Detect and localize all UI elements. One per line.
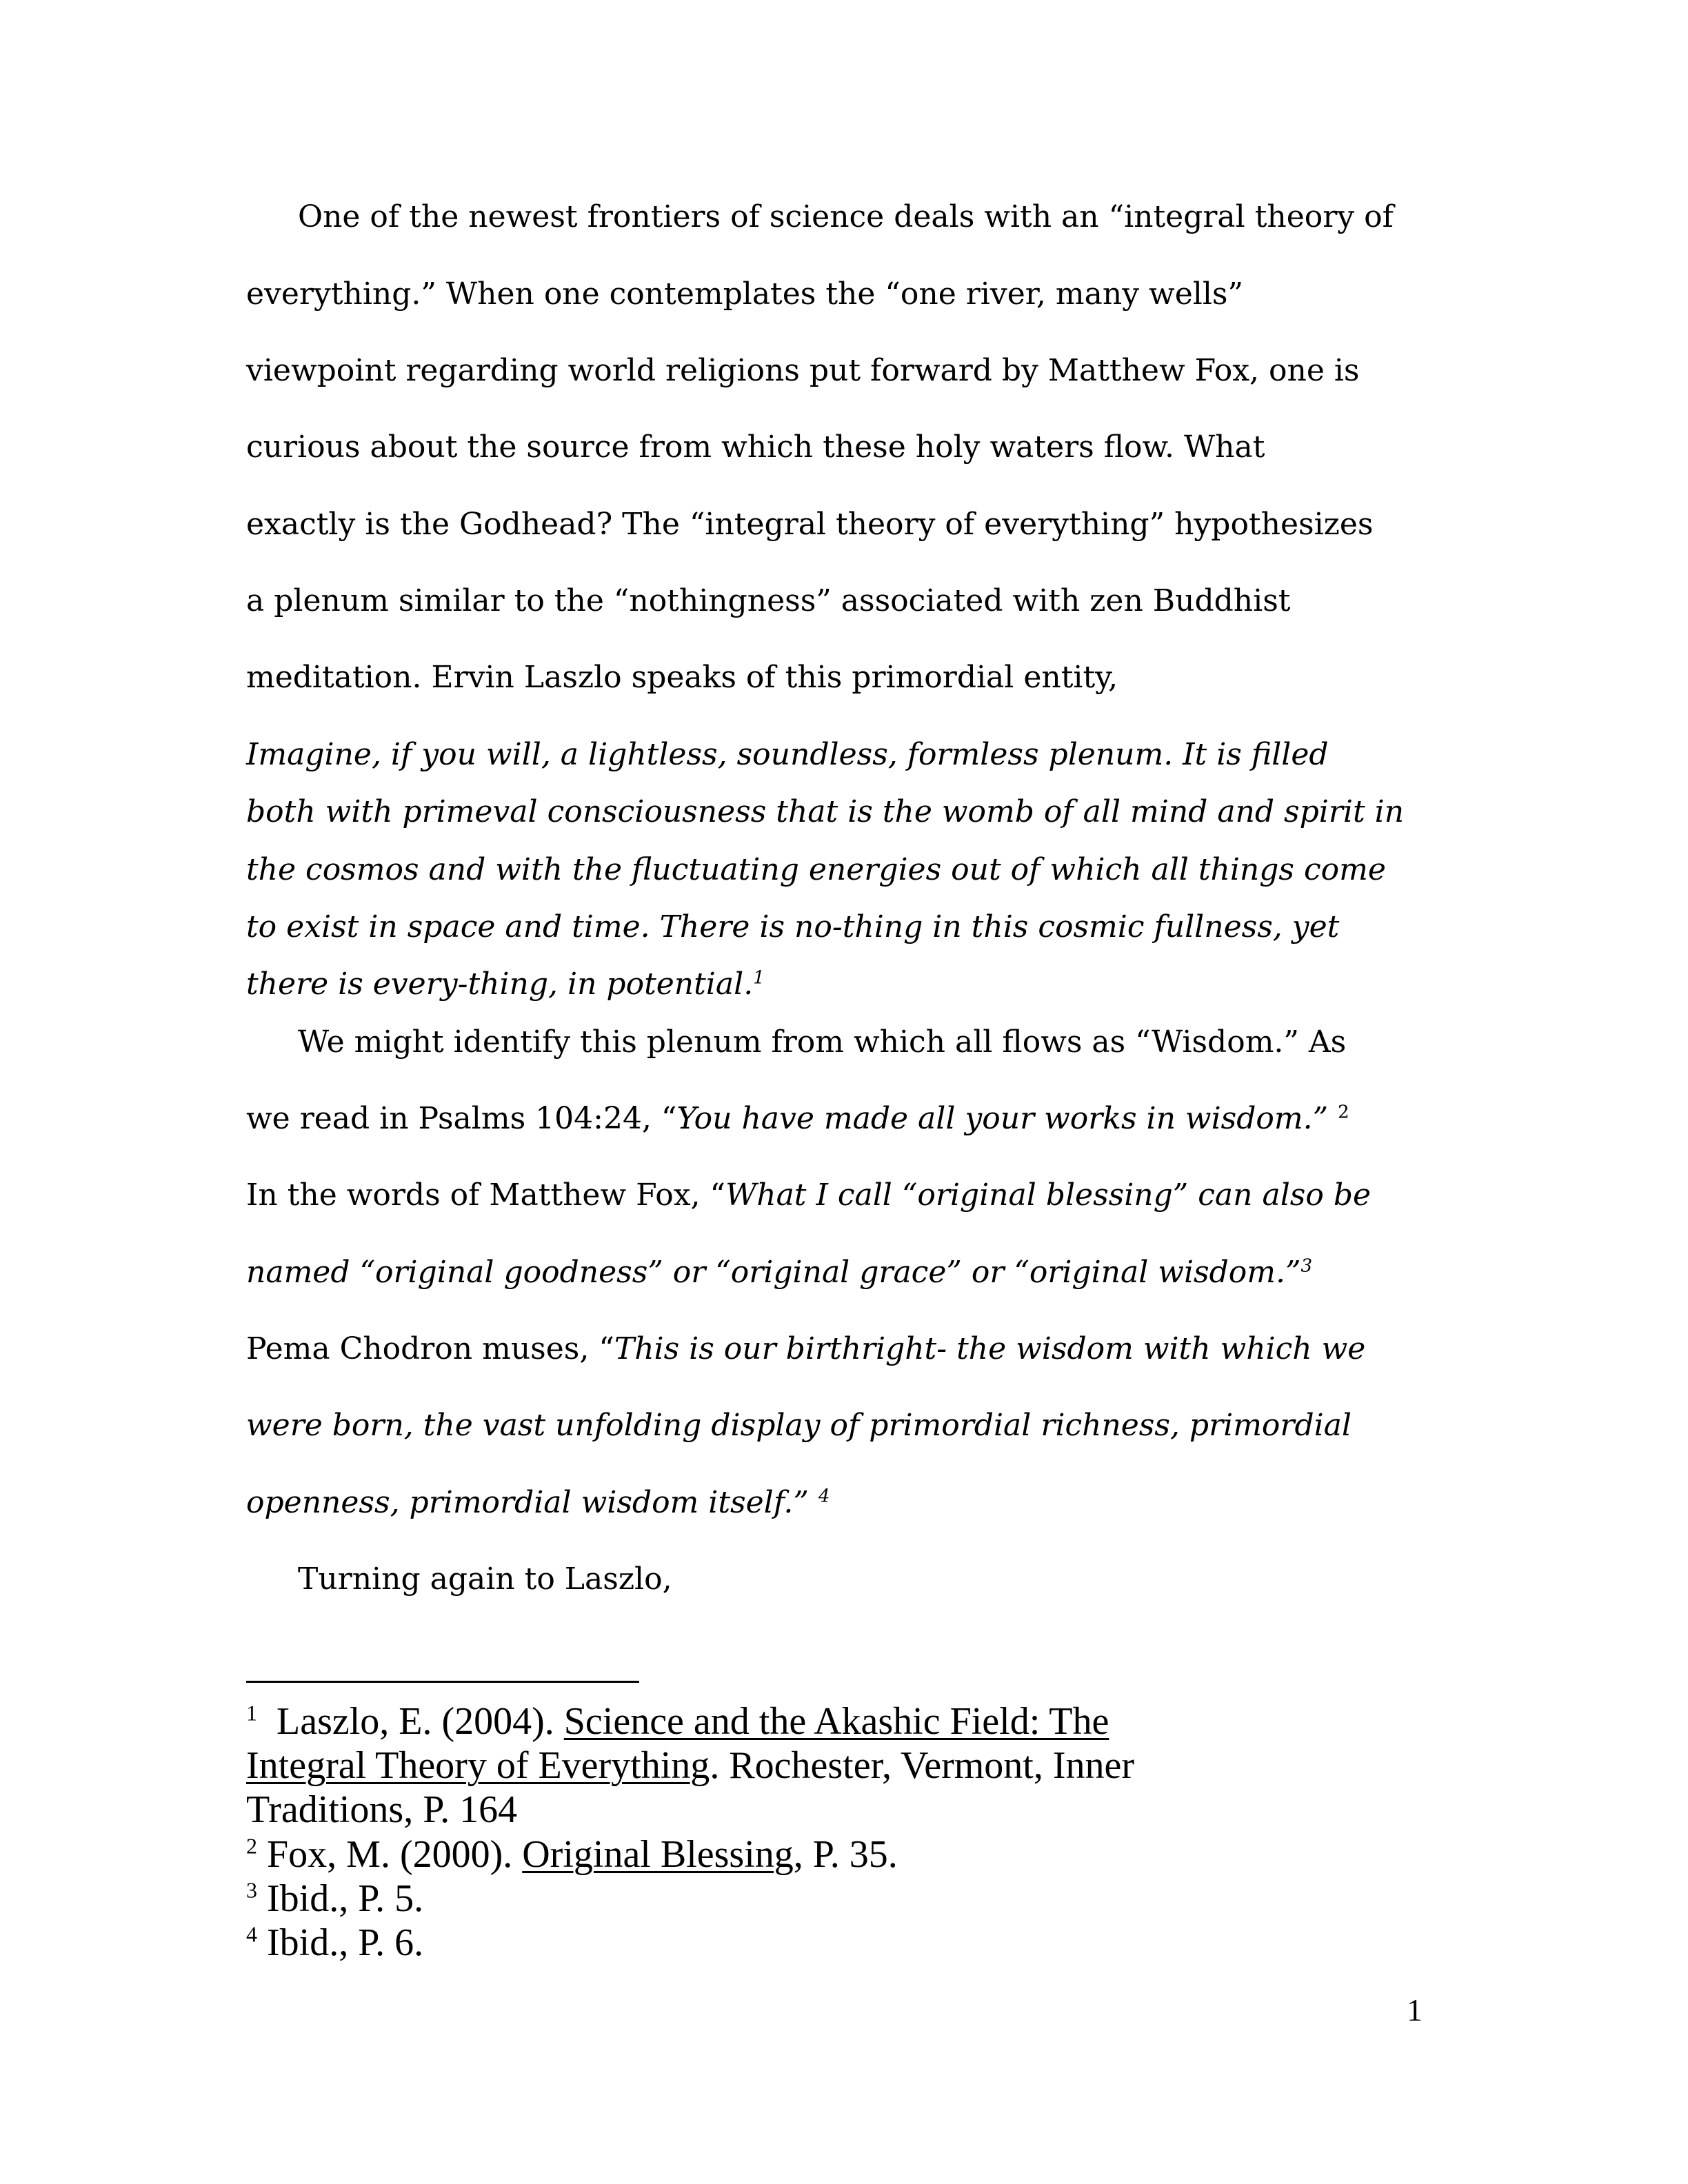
footnote-book-title: Integral Theory of Everything [246, 1744, 710, 1787]
paragraph-line [246, 1176, 1371, 1215]
block-quote-line: the cosmos and with the fluctuating energies out of which all things come [246, 852, 1386, 887]
quote-span: named “original goodness” or “original grace” or “original wisdom.” [246, 1255, 1301, 1290]
footnote-1 [246, 1699, 1109, 1743]
paragraph-line [246, 1100, 1349, 1138]
paragraph-line: were born, the vast unfolding display of primordial richness, primordial [246, 1408, 1352, 1443]
footnote-1-cont [246, 1743, 1134, 1788]
text-span: we read in Psalms 104:24, “ [246, 1101, 677, 1136]
paragraph-line: We might identify this plenum from which all flows as “Wisdom.” As [298, 1024, 1347, 1060]
paragraph-line [246, 1484, 830, 1522]
footnote-ref: 4 [818, 1486, 830, 1507]
quote-span: openness, primordial wisdom itself.” [246, 1485, 809, 1520]
paragraph-line: meditation. Ervin Laszlo speaks of this primordial entity, [246, 660, 1118, 695]
footnote-text: Ibid., P. 5. [267, 1877, 424, 1920]
text-span: Pema Chodron muses, “ [246, 1331, 614, 1366]
footnote-number: 1 [246, 1700, 257, 1726]
footnote-number: 4 [246, 1921, 257, 1947]
footnote-ref: 1 [753, 967, 765, 989]
footnote-text: . Rochester, Vermont, Inner [710, 1744, 1134, 1787]
paragraph-line: everything.” When one contemplates the “one river, many wells” [246, 276, 1243, 312]
footnote-book-title: Science and the Akashic Field: The [563, 1700, 1109, 1743]
footnote-1-cont: Traditions, P. 164 [246, 1788, 518, 1831]
page-number: 1 [1407, 1992, 1423, 2028]
paragraph-line: One of the newest frontiers of science deals with an “integral theory of [298, 199, 1394, 234]
footnote-book-title: Original Blessing [522, 1833, 794, 1876]
footnote-ref: 3 [1300, 1255, 1313, 1277]
footnote-3 [246, 1877, 423, 1921]
quote-span: This is our birthright- the wisdom with which we [614, 1331, 1366, 1366]
paragraph-line: viewpoint regarding world religions put forward by Matthew Fox, one is [246, 353, 1360, 388]
paragraph-line: curious about the source from which these holy waters flow. What [246, 429, 1265, 465]
footnote-4 [246, 1921, 423, 1965]
block-quote-line: both with primeval consciousness that is the womb of all mind and spirit in [246, 794, 1405, 829]
quote-span: You have made all your works in wisdom.” [676, 1101, 1329, 1136]
footnote-2 [246, 1832, 898, 1877]
paragraph-line: exactly is the Godhead? The “integral theory of everything” hypothesizes [246, 507, 1374, 542]
footnote-ref: 2 [1338, 1102, 1349, 1123]
paragraph-line: Turning again to Laszlo, [298, 1561, 672, 1597]
block-quote-line: to exist in space and time. There is no-thing in this cosmic fullness, yet [246, 909, 1340, 944]
block-quote-text: there is every-thing, in potential. [246, 967, 754, 1002]
footnote-text: Fox, M. (2000). [267, 1833, 523, 1876]
quote-span: What I call “original blessing” can also be [725, 1177, 1372, 1213]
block-quote-line: Imagine, if you will, a lightless, soundless, formless plenum. It is filled [246, 737, 1329, 772]
paragraph-line: a plenum similar to the “nothingness” associated with zen Buddhist [246, 583, 1291, 618]
paragraph-line [246, 1330, 1365, 1368]
footnote-text: Laszlo, E. (2004). [277, 1700, 564, 1743]
footnote-separator [246, 1681, 639, 1683]
block-quote-line [246, 965, 765, 1004]
footnote-text: , P. 35. [793, 1833, 898, 1876]
text-span: In the words of Matthew Fox, “ [246, 1177, 725, 1213]
footnote-number: 3 [246, 1877, 257, 1903]
paragraph-line [246, 1253, 1312, 1292]
footnote-text: Ibid., P. 6. [267, 1921, 424, 1964]
footnote-number: 2 [246, 1833, 257, 1859]
